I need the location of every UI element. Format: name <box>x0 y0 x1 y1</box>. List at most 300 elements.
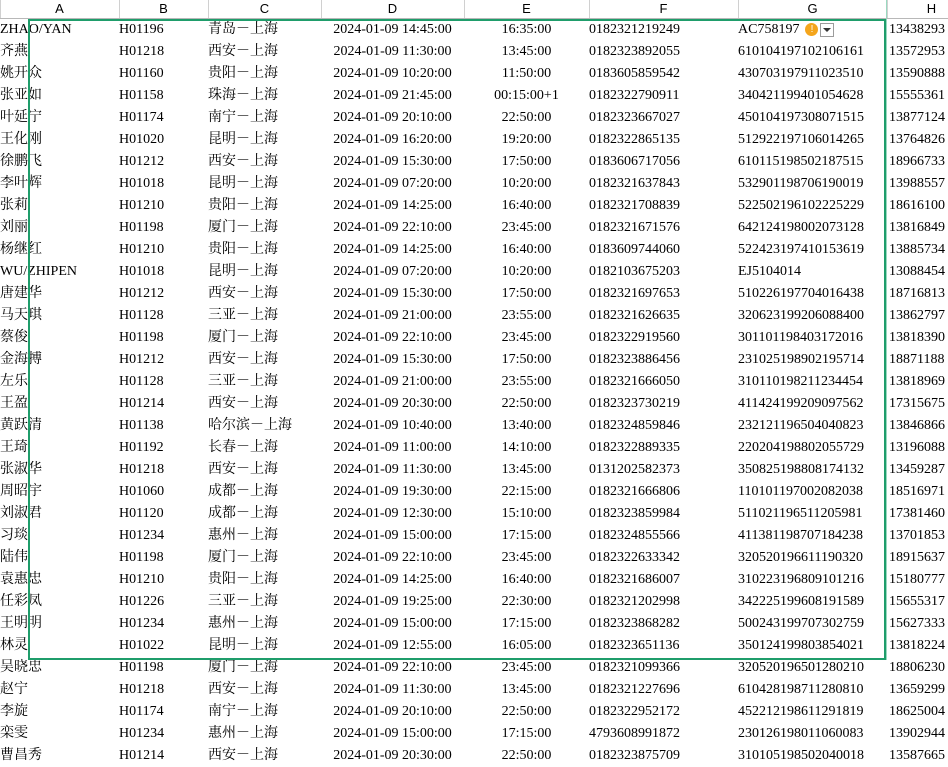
cell-E954[interactable] <box>464 327 589 349</box>
cell-C950[interactable] <box>208 239 321 261</box>
cell-H969[interactable] <box>887 657 948 679</box>
cell-G961[interactable] <box>738 481 887 503</box>
table-row[interactable] <box>0 305 948 327</box>
cell-B955[interactable] <box>119 349 208 371</box>
cell-C970[interactable] <box>208 679 321 701</box>
table-row[interactable] <box>0 657 948 679</box>
cell-F962[interactable] <box>589 503 738 525</box>
cell-F959[interactable] <box>589 437 738 459</box>
table-row[interactable] <box>0 327 948 349</box>
cell-A953[interactable] <box>0 305 119 327</box>
cell-F945[interactable] <box>589 129 738 151</box>
cell-E969[interactable] <box>464 657 589 679</box>
cell-A952[interactable] <box>0 283 119 305</box>
cell-G943[interactable] <box>738 85 887 107</box>
cell-F971[interactable] <box>589 701 738 723</box>
cell-A954[interactable] <box>0 327 119 349</box>
table-row[interactable] <box>0 129 948 151</box>
cell-C946[interactable] <box>208 151 321 173</box>
cell-G942[interactable] <box>738 63 887 85</box>
cell-C940[interactable] <box>208 19 321 42</box>
cell-B968[interactable] <box>119 635 208 657</box>
cell-D958[interactable] <box>321 415 464 437</box>
cell-B947[interactable] <box>119 173 208 195</box>
table-row[interactable] <box>0 481 948 503</box>
cell-C963[interactable] <box>208 525 321 547</box>
cell-B952[interactable] <box>119 283 208 305</box>
cell-E956[interactable] <box>464 371 589 393</box>
cell-B953[interactable] <box>119 305 208 327</box>
column-header-D[interactable]: D <box>321 0 464 19</box>
cell-D942[interactable] <box>321 63 464 85</box>
cell-H949[interactable] <box>887 217 948 239</box>
cell-G971[interactable] <box>738 701 887 723</box>
cell-C958[interactable] <box>208 415 321 437</box>
cell-G972[interactable] <box>738 723 887 745</box>
cell-B945[interactable] <box>119 129 208 151</box>
cell-C955[interactable] <box>208 349 321 371</box>
cell-C942[interactable] <box>208 63 321 85</box>
cell-B972[interactable] <box>119 723 208 745</box>
cell-G941[interactable] <box>738 41 887 63</box>
cell-D960[interactable] <box>321 459 464 481</box>
cell-B963[interactable] <box>119 525 208 547</box>
cell-B956[interactable] <box>119 371 208 393</box>
cell-E967[interactable] <box>464 613 589 635</box>
table-row[interactable] <box>0 19 948 42</box>
cell-A972[interactable] <box>0 723 119 745</box>
cell-B946[interactable] <box>119 151 208 173</box>
cell-G949[interactable] <box>738 217 887 239</box>
cell-F965[interactable] <box>589 569 738 591</box>
cell-A959[interactable] <box>0 437 119 459</box>
cell-D959[interactable] <box>321 437 464 459</box>
cell-F949[interactable] <box>589 217 738 239</box>
cell-E959[interactable] <box>464 437 589 459</box>
table-row[interactable] <box>0 547 948 569</box>
cell-A968[interactable] <box>0 635 119 657</box>
cell-A940[interactable] <box>0 19 119 42</box>
cell-A945[interactable] <box>0 129 119 151</box>
cell-A951[interactable] <box>0 261 119 283</box>
cell-C969[interactable] <box>208 657 321 679</box>
cell-C945[interactable] <box>208 129 321 151</box>
table-row[interactable] <box>0 63 948 85</box>
cell-E945[interactable] <box>464 129 589 151</box>
cell-C944[interactable] <box>208 107 321 129</box>
cell-F944[interactable] <box>589 107 738 129</box>
cell-C947[interactable] <box>208 173 321 195</box>
cell-G962[interactable] <box>738 503 887 525</box>
cell-F955[interactable] <box>589 349 738 371</box>
cell-E942[interactable] <box>464 63 589 85</box>
cell-H951[interactable] <box>887 261 948 283</box>
cell-A958[interactable] <box>0 415 119 437</box>
cell-E941[interactable] <box>464 41 589 63</box>
cell-F957[interactable] <box>589 393 738 415</box>
cell-F942[interactable] <box>589 63 738 85</box>
cell-H941[interactable] <box>887 41 948 63</box>
cell-D953[interactable] <box>321 305 464 327</box>
cell-A965[interactable] <box>0 569 119 591</box>
cell-G952[interactable] <box>738 283 887 305</box>
cell-G963[interactable] <box>738 525 887 547</box>
cell-H957[interactable] <box>887 393 948 415</box>
cell-H972[interactable] <box>887 723 948 745</box>
table-row[interactable] <box>0 393 948 415</box>
cell-F951[interactable] <box>589 261 738 283</box>
cell-B971[interactable] <box>119 701 208 723</box>
table-row[interactable] <box>0 371 948 393</box>
cell-D956[interactable] <box>321 371 464 393</box>
cell-D957[interactable] <box>321 393 464 415</box>
cell-F948[interactable] <box>589 195 738 217</box>
cell-E960[interactable] <box>464 459 589 481</box>
cell-C968[interactable] <box>208 635 321 657</box>
cell-D947[interactable] <box>321 173 464 195</box>
cell-D941[interactable] <box>321 41 464 63</box>
cell-D940[interactable] <box>321 19 464 42</box>
cell-B957[interactable] <box>119 393 208 415</box>
cell-A955[interactable] <box>0 349 119 371</box>
cell-C951[interactable] <box>208 261 321 283</box>
column-header-F[interactable]: F <box>589 0 738 19</box>
table-row[interactable] <box>0 195 948 217</box>
table-row[interactable] <box>0 591 948 613</box>
cell-A948[interactable] <box>0 195 119 217</box>
cell-H943[interactable] <box>887 85 948 107</box>
cell-F954[interactable] <box>589 327 738 349</box>
cell-B965[interactable] <box>119 569 208 591</box>
cell-B940[interactable] <box>119 19 208 42</box>
cell-H973[interactable] <box>887 745 948 767</box>
cell-C960[interactable] <box>208 459 321 481</box>
cell-H964[interactable] <box>887 547 948 569</box>
cell-A944[interactable] <box>0 107 119 129</box>
cell-F968[interactable] <box>589 635 738 657</box>
cell-C959[interactable] <box>208 437 321 459</box>
cell-F960[interactable] <box>589 459 738 481</box>
cell-B949[interactable] <box>119 217 208 239</box>
table-row[interactable] <box>0 679 948 701</box>
cell-E946[interactable] <box>464 151 589 173</box>
cell-A949[interactable] <box>0 217 119 239</box>
cell-A963[interactable] <box>0 525 119 547</box>
cell-E958[interactable] <box>464 415 589 437</box>
table-row[interactable] <box>0 569 948 591</box>
table-row[interactable] <box>0 723 948 745</box>
cell-H963[interactable] <box>887 525 948 547</box>
cell-H958[interactable] <box>887 415 948 437</box>
cell-B973[interactable] <box>119 745 208 767</box>
cell-C965[interactable] <box>208 569 321 591</box>
cell-E966[interactable] <box>464 591 589 613</box>
cell-H953[interactable] <box>887 305 948 327</box>
cell-H948[interactable] <box>887 195 948 217</box>
cell-E971[interactable] <box>464 701 589 723</box>
cell-F940[interactable] <box>589 19 738 42</box>
cell-D945[interactable] <box>321 129 464 151</box>
cell-F963[interactable] <box>589 525 738 547</box>
cell-E961[interactable] <box>464 481 589 503</box>
warning-icon[interactable]: ! <box>805 23 818 36</box>
table-row[interactable] <box>0 415 948 437</box>
cell-D954[interactable] <box>321 327 464 349</box>
cell-F946[interactable] <box>589 151 738 173</box>
cell-G954[interactable] <box>738 327 887 349</box>
table-row[interactable] <box>0 239 948 261</box>
cell-F961[interactable] <box>589 481 738 503</box>
cell-B951[interactable] <box>119 261 208 283</box>
cell-E940[interactable] <box>464 19 589 42</box>
cell-G956[interactable] <box>738 371 887 393</box>
cell-D972[interactable] <box>321 723 464 745</box>
cell-D965[interactable] <box>321 569 464 591</box>
cell-H945[interactable] <box>887 129 948 151</box>
cell-E955[interactable] <box>464 349 589 371</box>
cell-D962[interactable] <box>321 503 464 525</box>
cell-G940[interactable] <box>738 19 887 42</box>
cell-C957[interactable] <box>208 393 321 415</box>
cell-F958[interactable] <box>589 415 738 437</box>
cell-H942[interactable] <box>887 63 948 85</box>
table-row[interactable] <box>0 635 948 657</box>
cell-G973[interactable] <box>738 745 887 767</box>
cell-C956[interactable] <box>208 371 321 393</box>
cell-B970[interactable] <box>119 679 208 701</box>
cell-G955[interactable] <box>738 349 887 371</box>
cell-C971[interactable] <box>208 701 321 723</box>
table-row[interactable] <box>0 41 948 63</box>
cell-F941[interactable] <box>589 41 738 63</box>
cell-A943[interactable] <box>0 85 119 107</box>
cell-B961[interactable] <box>119 481 208 503</box>
cell-C943[interactable] <box>208 85 321 107</box>
cell-D970[interactable] <box>321 679 464 701</box>
cell-H971[interactable] <box>887 701 948 723</box>
cell-C948[interactable] <box>208 195 321 217</box>
cell-B964[interactable] <box>119 547 208 569</box>
cell-B960[interactable] <box>119 459 208 481</box>
cell-H959[interactable] <box>887 437 948 459</box>
cell-B941[interactable] <box>119 41 208 63</box>
cell-H946[interactable] <box>887 151 948 173</box>
cell-E949[interactable] <box>464 217 589 239</box>
cell-H965[interactable] <box>887 569 948 591</box>
cell-E973[interactable] <box>464 745 589 767</box>
cell-F966[interactable] <box>589 591 738 613</box>
cell-G951[interactable] <box>738 261 887 283</box>
cell-D969[interactable] <box>321 657 464 679</box>
table-row[interactable] <box>0 437 948 459</box>
cell-H966[interactable] <box>887 591 948 613</box>
cell-B943[interactable] <box>119 85 208 107</box>
cell-B942[interactable] <box>119 63 208 85</box>
table-row[interactable] <box>0 459 948 481</box>
cell-G959[interactable] <box>738 437 887 459</box>
cell-G965[interactable] <box>738 569 887 591</box>
cell-E944[interactable] <box>464 107 589 129</box>
column-header-row[interactable] <box>0 0 948 19</box>
cell-D943[interactable] <box>321 85 464 107</box>
cell-G958[interactable] <box>738 415 887 437</box>
table-row[interactable] <box>0 261 948 283</box>
cell-G966[interactable] <box>738 591 887 613</box>
cell-H960[interactable] <box>887 459 948 481</box>
cell-G960[interactable] <box>738 459 887 481</box>
cell-H962[interactable] <box>887 503 948 525</box>
cell-G968[interactable] <box>738 635 887 657</box>
cell-G969[interactable] <box>738 657 887 679</box>
cell-C962[interactable] <box>208 503 321 525</box>
cell-B959[interactable] <box>119 437 208 459</box>
cell-D952[interactable] <box>321 283 464 305</box>
cell-F952[interactable] <box>589 283 738 305</box>
cell-F967[interactable] <box>589 613 738 635</box>
cell-E968[interactable] <box>464 635 589 657</box>
column-header-C[interactable]: C <box>208 0 321 19</box>
cell-C961[interactable] <box>208 481 321 503</box>
cell-H950[interactable] <box>887 239 948 261</box>
cell-H955[interactable] <box>887 349 948 371</box>
cell-B944[interactable] <box>119 107 208 129</box>
table-row[interactable] <box>0 283 948 305</box>
chevron-down-icon[interactable] <box>820 23 834 37</box>
cell-G970[interactable] <box>738 679 887 701</box>
cell-F950[interactable] <box>589 239 738 261</box>
cell-A961[interactable] <box>0 481 119 503</box>
cell-A966[interactable] <box>0 591 119 613</box>
cell-E953[interactable] <box>464 305 589 327</box>
cell-D966[interactable] <box>321 591 464 613</box>
cell-A941[interactable] <box>0 41 119 63</box>
cell-H968[interactable] <box>887 635 948 657</box>
cell-C953[interactable] <box>208 305 321 327</box>
cell-A967[interactable] <box>0 613 119 635</box>
cell-E951[interactable] <box>464 261 589 283</box>
cell-D944[interactable] <box>321 107 464 129</box>
cell-G947[interactable] <box>738 173 887 195</box>
cell-A969[interactable] <box>0 657 119 679</box>
table-row[interactable] <box>0 173 948 195</box>
table-row[interactable] <box>0 525 948 547</box>
cell-G948[interactable] <box>738 195 887 217</box>
table-row[interactable] <box>0 503 948 525</box>
cell-C972[interactable] <box>208 723 321 745</box>
cell-H940[interactable] <box>887 19 948 42</box>
cell-C964[interactable] <box>208 547 321 569</box>
cell-E950[interactable] <box>464 239 589 261</box>
table-row[interactable] <box>0 85 948 107</box>
cell-F953[interactable] <box>589 305 738 327</box>
cell-D946[interactable] <box>321 151 464 173</box>
cell-D949[interactable] <box>321 217 464 239</box>
cell-D964[interactable] <box>321 547 464 569</box>
cell-D963[interactable] <box>321 525 464 547</box>
cell-F973[interactable] <box>589 745 738 767</box>
cell-B962[interactable] <box>119 503 208 525</box>
cell-A973[interactable] <box>0 745 119 767</box>
cell-A950[interactable] <box>0 239 119 261</box>
cell-D968[interactable] <box>321 635 464 657</box>
cell-A962[interactable] <box>0 503 119 525</box>
cell-C966[interactable] <box>208 591 321 613</box>
cell-H961[interactable] <box>887 481 948 503</box>
cell-H954[interactable] <box>887 327 948 349</box>
cell-G964[interactable] <box>738 547 887 569</box>
cell-B958[interactable] <box>119 415 208 437</box>
cell-D973[interactable] <box>321 745 464 767</box>
cell-D951[interactable] <box>321 261 464 283</box>
cell-D948[interactable] <box>321 195 464 217</box>
cell-H947[interactable] <box>887 173 948 195</box>
cell-A946[interactable] <box>0 151 119 173</box>
cell-F956[interactable] <box>589 371 738 393</box>
table-row[interactable] <box>0 701 948 723</box>
cell-F947[interactable] <box>589 173 738 195</box>
table-row[interactable] <box>0 107 948 129</box>
cell-E947[interactable] <box>464 173 589 195</box>
cell-A957[interactable] <box>0 393 119 415</box>
cell-A964[interactable] <box>0 547 119 569</box>
cell-F964[interactable] <box>589 547 738 569</box>
column-header-H[interactable]: H <box>887 0 948 19</box>
cell-G944[interactable] <box>738 107 887 129</box>
cell-G945[interactable] <box>738 129 887 151</box>
cell-E943[interactable] <box>464 85 589 107</box>
cell-H970[interactable] <box>887 679 948 701</box>
cell-A956[interactable] <box>0 371 119 393</box>
table-row[interactable] <box>0 217 948 239</box>
cell-B966[interactable] <box>119 591 208 613</box>
cell-C949[interactable] <box>208 217 321 239</box>
cell-A971[interactable] <box>0 701 119 723</box>
cell-A970[interactable] <box>0 679 119 701</box>
table-row[interactable] <box>0 349 948 371</box>
cell-F970[interactable] <box>589 679 738 701</box>
cell-E957[interactable] <box>464 393 589 415</box>
cell-D967[interactable] <box>321 613 464 635</box>
cell-E948[interactable] <box>464 195 589 217</box>
cell-C954[interactable] <box>208 327 321 349</box>
cell-E965[interactable] <box>464 569 589 591</box>
column-header-A[interactable]: A <box>0 0 119 19</box>
cell-B967[interactable] <box>119 613 208 635</box>
cell-H956[interactable] <box>887 371 948 393</box>
table-row[interactable] <box>0 151 948 173</box>
cell-G967[interactable] <box>738 613 887 635</box>
cell-H967[interactable] <box>887 613 948 635</box>
cell-H952[interactable] <box>887 283 948 305</box>
cell-C941[interactable] <box>208 41 321 63</box>
cell-F969[interactable] <box>589 657 738 679</box>
table-row[interactable] <box>0 613 948 635</box>
cell-A942[interactable] <box>0 63 119 85</box>
column-header-G[interactable]: G <box>738 0 887 19</box>
cell-B954[interactable] <box>119 327 208 349</box>
table-row[interactable] <box>0 745 948 767</box>
cell-C952[interactable] <box>208 283 321 305</box>
cell-B948[interactable] <box>119 195 208 217</box>
cell-B950[interactable] <box>119 239 208 261</box>
cell-F972[interactable] <box>589 723 738 745</box>
cell-D971[interactable] <box>321 701 464 723</box>
cell-C967[interactable] <box>208 613 321 635</box>
cell-G946[interactable] <box>738 151 887 173</box>
cell-E952[interactable] <box>464 283 589 305</box>
cell-E963[interactable] <box>464 525 589 547</box>
cell-E964[interactable] <box>464 547 589 569</box>
